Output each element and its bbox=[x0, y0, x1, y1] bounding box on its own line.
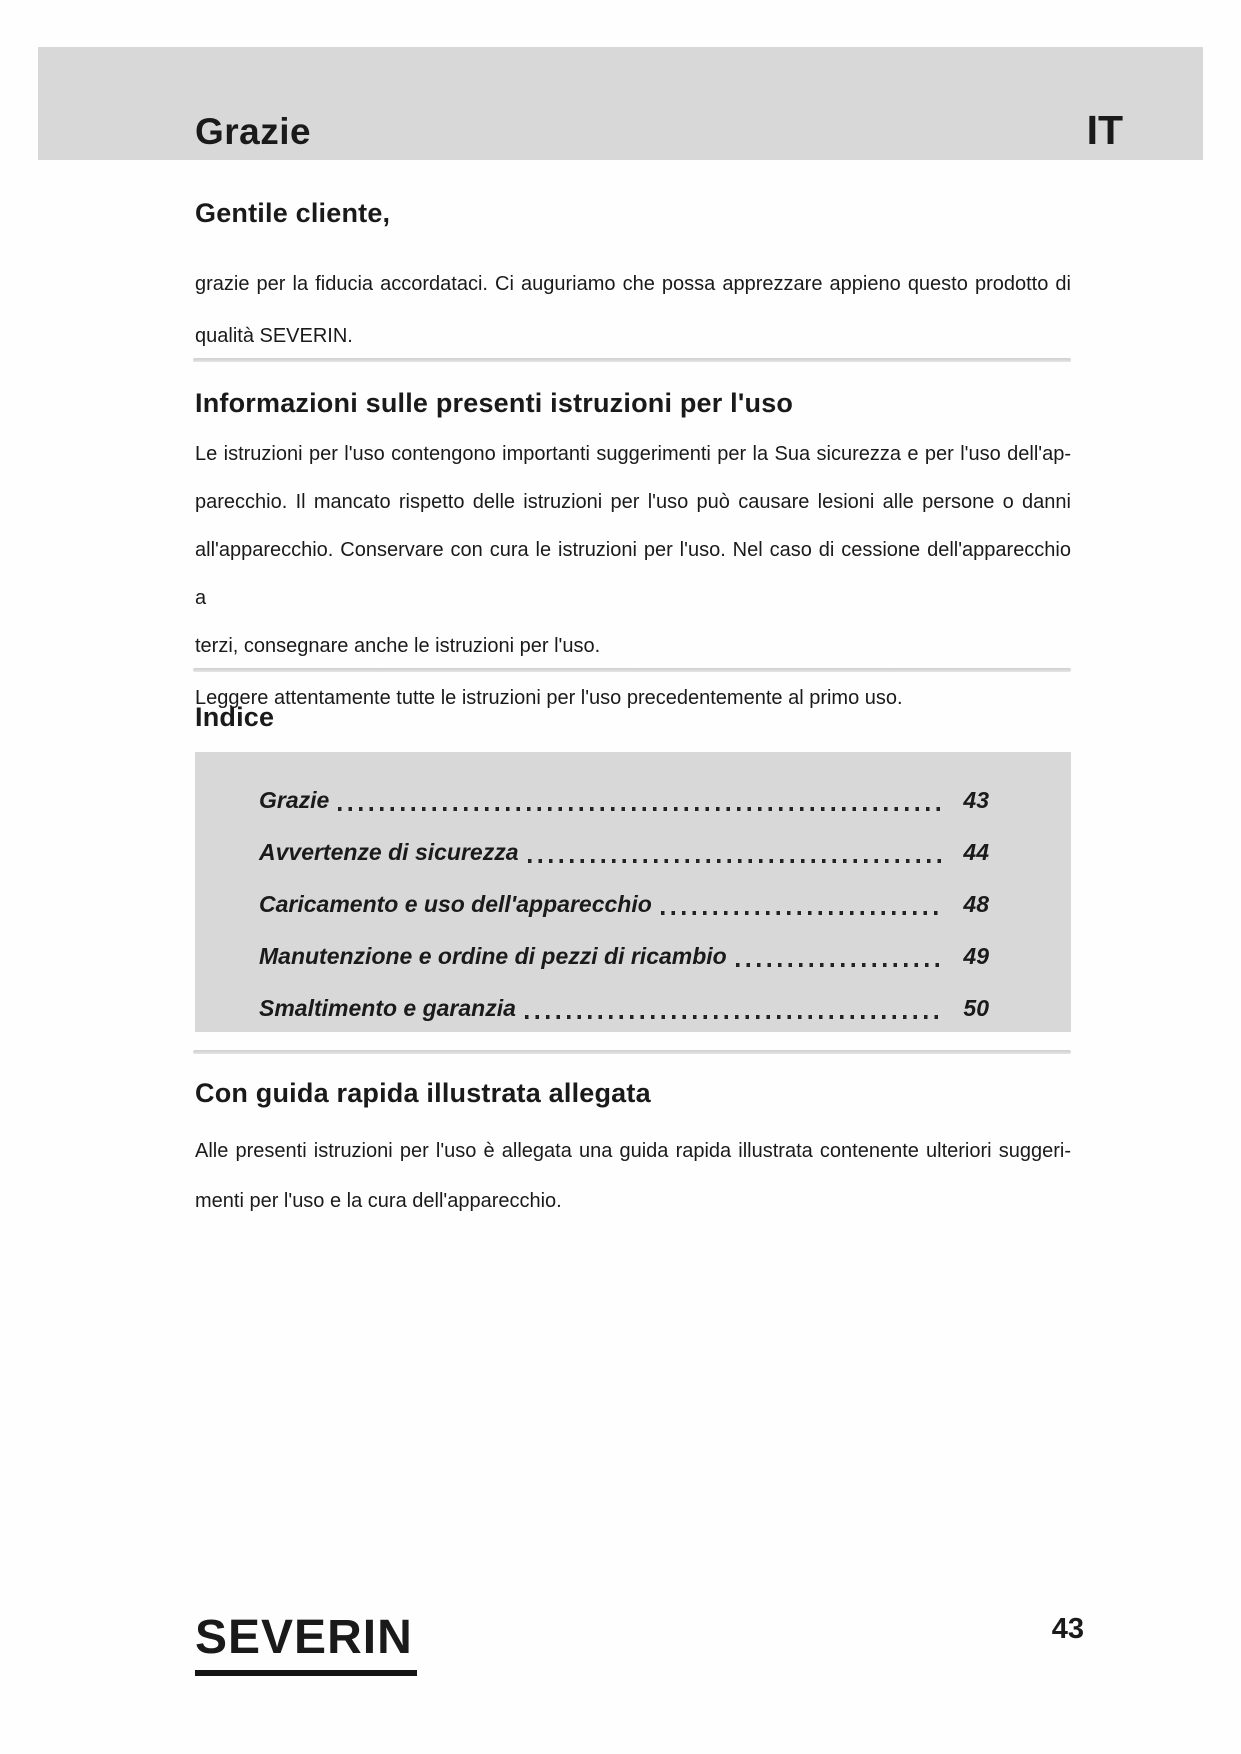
section-divider bbox=[193, 1050, 1071, 1054]
toc-entry-title: Smaltimento e garanzia bbox=[259, 994, 516, 1021]
toc-entry-title: Grazie bbox=[259, 786, 330, 813]
toc-heading: Indice bbox=[195, 702, 275, 732]
brand-logo: SEVERIN bbox=[195, 1610, 417, 1676]
section-divider bbox=[193, 668, 1071, 672]
toc-entry-page: 44 bbox=[963, 838, 989, 865]
dot-leader bbox=[338, 807, 943, 811]
toc-entry bbox=[259, 930, 989, 982]
toc-entry-page: 50 bbox=[963, 994, 989, 1021]
dot-leader bbox=[736, 963, 943, 967]
section-greeting bbox=[195, 196, 1071, 362]
toc-entry-page: 43 bbox=[963, 786, 989, 813]
dot-leader bbox=[661, 911, 943, 915]
section-toc bbox=[195, 700, 1071, 734]
language-badge: IT bbox=[1086, 107, 1123, 153]
section-divider bbox=[193, 358, 1071, 362]
paragraph-line: Alle presenti istruzioni per l'uso è allegata una guida rapida illustrata contenente ulteriori suggeri- bbox=[195, 1140, 1071, 1162]
paragraph-line: Le istruzioni per l'uso contengono importanti suggerimenti per la Sua sicurezza e per l'uso dell'ap- bbox=[195, 443, 1071, 465]
dot-leader bbox=[528, 859, 943, 863]
toc-entry-title: Caricamento e uso dell'apparecchio bbox=[259, 890, 652, 917]
toc-box bbox=[195, 752, 1071, 1032]
paragraph-line: menti per l'uso e la cura dell'apparecchio. bbox=[195, 1190, 562, 1212]
info-paragraph bbox=[195, 430, 1071, 670]
dot-leader bbox=[525, 1015, 943, 1019]
toc-entry-page: 49 bbox=[963, 942, 989, 969]
paragraph-line: Leggere attentamente tutte le istruzioni per l'uso precedentemente al primo uso. bbox=[195, 687, 903, 709]
paragraph-line: all'apparecchio. Conservare con cura le istruzioni per l'uso. Nel caso di cessione dell'apparecchio a bbox=[195, 539, 1071, 609]
page-number: 43 bbox=[1051, 1613, 1084, 1645]
toc-entry-page: 48 bbox=[963, 890, 989, 917]
greeting-heading: Gentile cliente, bbox=[195, 198, 391, 228]
info-heading: Informazioni sulle presenti istruzioni per l'uso bbox=[195, 388, 794, 418]
quick-guide-paragraph bbox=[195, 1126, 1071, 1226]
section-quick-guide bbox=[195, 1076, 1071, 1226]
paragraph-line: parecchio. Il mancato rispetto delle istruzioni per l'uso può causare lesioni alle persone o danni bbox=[195, 491, 1071, 513]
toc-entry bbox=[259, 774, 989, 826]
page-title: Grazie bbox=[195, 111, 312, 152]
toc-entry bbox=[259, 878, 989, 930]
toc-entry-title: Avvertenze di sicurezza bbox=[259, 838, 519, 865]
page-header-bar bbox=[38, 47, 1203, 160]
greeting-paragraph bbox=[195, 258, 1071, 362]
toc-entry-title: Manutenzione e ordine di pezzi di ricambio bbox=[259, 942, 727, 969]
quick-guide-heading: Con guida rapida illustrata allegata bbox=[195, 1078, 651, 1108]
paragraph-line: grazie per la fiducia accordataci. Ci auguriamo che possa apprezzare appieno questo prodotto di bbox=[195, 273, 1071, 295]
paragraph-line: qualità SEVERIN. bbox=[195, 325, 353, 347]
toc-entry bbox=[259, 982, 989, 1034]
toc-entry bbox=[259, 826, 989, 878]
paragraph-line: terzi, consegnare anche le istruzioni per l'uso. bbox=[195, 635, 601, 657]
